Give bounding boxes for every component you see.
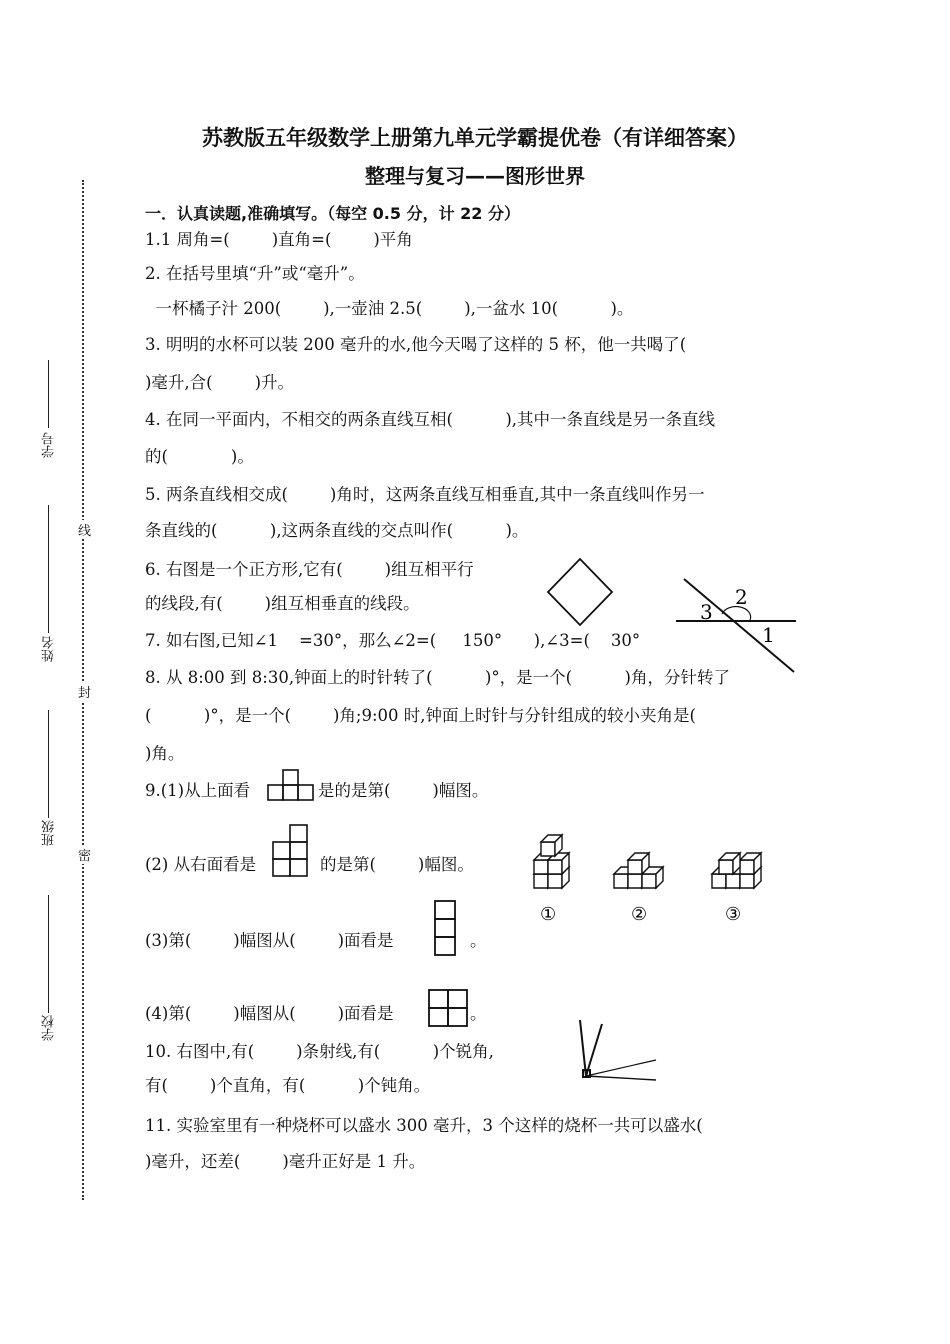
- q3-line-2: )毫升,合( )升。: [145, 373, 295, 392]
- name-field[interactable]: [48, 505, 49, 633]
- student-number-field[interactable]: [48, 360, 49, 428]
- q11-line: 11. 实验室里有一种烧杯可以盛水 300 毫升，3 个这样的烧杯一共可以盛水(: [145, 1116, 703, 1135]
- q2-blanks-line: 一杯橘子汁 200( ),一壶油 2.5( ),一盆水 10( )。: [145, 299, 634, 318]
- student-number-label: 学号: [42, 432, 57, 458]
- q9-2-right-view: [273, 824, 309, 876]
- section-heading: 一．认真读题,准确填写。（每空 0.5 分，计 22 分）: [145, 204, 520, 223]
- q9-2-suffix: 的是第( )幅图。: [320, 855, 474, 874]
- cube: [541, 835, 562, 856]
- class-field[interactable]: [48, 710, 49, 818]
- q9-2-prefix: (2) 从右面看是: [145, 855, 257, 874]
- q2-line: 2. 在括号里填“升”或“毫升”。: [145, 264, 365, 283]
- cube: [740, 853, 761, 874]
- seal-seal: 封: [78, 682, 91, 701]
- seal-secret: 密: [78, 845, 91, 864]
- q5-line: 5. 两条直线相交成( )角时，这两条直线互相垂直,其中一条直线叫作另一: [145, 485, 705, 504]
- q10-line: 10. 右图中,有( )条射线,有( )个锐角,: [145, 1042, 494, 1061]
- q9-3-suffix: 。: [470, 931, 487, 950]
- q9-4-view: [428, 989, 470, 1029]
- q8-line: 8. 从 8:00 到 8:30,钟面上的时针转了( )°，是一个( )角，分针转了: [145, 668, 730, 687]
- q4-line-2: 的( )。: [145, 447, 254, 466]
- q9-4-prefix: (4)第( )幅图从( )面看是: [145, 1004, 394, 1023]
- q8-line-2: ( )°，是一个( )角;9:00 时,钟面上时针与分针组成的较小夹角是(: [145, 706, 696, 725]
- page-title: 苏教版五年级数学上册第九单元学霸提优卷（有详细答案）: [202, 126, 748, 150]
- q9-1-top-view: [268, 769, 316, 801]
- school-label: 学校: [42, 1015, 57, 1041]
- seal-line: 线: [78, 520, 91, 539]
- q1-line: 1.1 周角=( )直角=( )平角: [145, 230, 413, 249]
- q5-line-2: 条直线的( ),这两条直线的交点叫作( )。: [145, 521, 529, 540]
- school-field[interactable]: [48, 895, 49, 1013]
- q8-line-3: )角。: [145, 744, 185, 763]
- page-subtitle: 整理与复习——图形世界: [365, 164, 585, 188]
- cube-figure-2-label: ②: [631, 904, 648, 925]
- cube: [719, 853, 740, 874]
- cube-stacks-figure: [520, 820, 790, 930]
- q10-line-2: 有( )个直角，有( )个钝角。: [145, 1076, 431, 1095]
- q6-line: 6. 右图是一个正方形,它有( )组互相平行: [145, 560, 474, 579]
- cube-figure-1-label: ①: [540, 904, 557, 925]
- angle-1-label: 1: [762, 623, 775, 647]
- q11-line-2: )毫升，还差( )毫升正好是 1 升。: [145, 1152, 426, 1171]
- q3-line: 3. 明明的水杯可以装 200 毫升的水,他今天喝了这样的 5 杯，他一共喝了(: [145, 335, 687, 354]
- square-figure: [546, 557, 614, 627]
- q9-3-view: [434, 900, 458, 958]
- q6-line-2: 的线段,有( )组互相垂直的线段。: [145, 594, 420, 613]
- angle-3-label: 3: [700, 600, 713, 624]
- q9-1-suffix: 是的是第( )幅图。: [318, 781, 489, 800]
- angle-figure: [676, 576, 806, 676]
- q9-1-prefix: 9.(1)从上面看: [145, 781, 251, 800]
- name-label: 姓名: [42, 636, 57, 662]
- q9-3-prefix: (3)第( )幅图从( )面看是: [145, 931, 394, 950]
- angle-2-label: 2: [735, 585, 748, 609]
- rays-figure: [572, 1018, 664, 1086]
- cube-figure-3-label: ③: [725, 904, 742, 925]
- q4-line: 4. 在同一平面内，不相交的两条直线互相( ),其中一条直线是另一条直线: [145, 410, 716, 429]
- class-label: 班级: [42, 820, 57, 846]
- q9-4-suffix: 。: [470, 1004, 487, 1023]
- cube: [628, 853, 649, 874]
- q7-line: 7. 如右图,已知∠1 =30°，那么∠2=( 150° ),∠3=( 30°: [145, 631, 641, 650]
